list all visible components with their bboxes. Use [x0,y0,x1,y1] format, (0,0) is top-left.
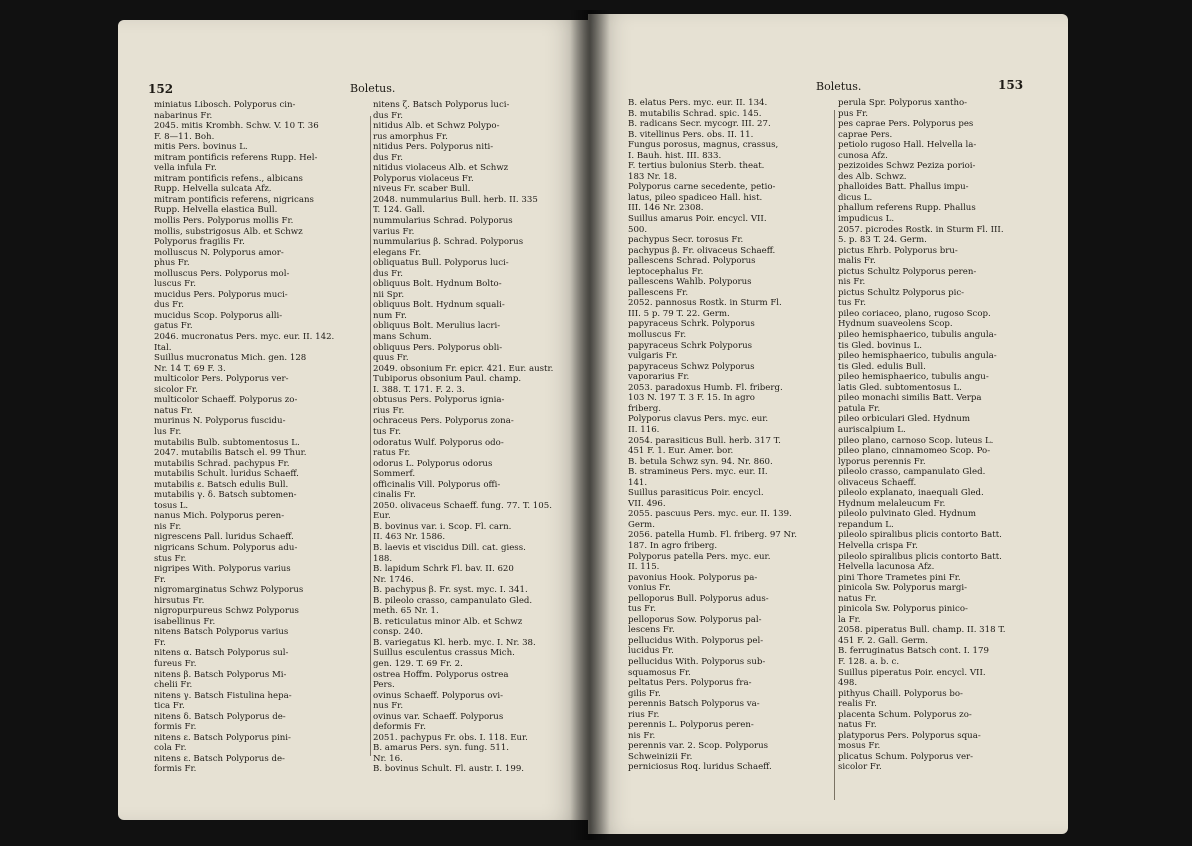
index-line: tus Fr. [373,426,401,437]
index-line: mollis, substrigosus Alb. et Schwz [154,226,303,237]
index-line: rus amorphus Fr. [373,131,448,142]
index-line: 2058. piperatus Bull. champ. II. 318 T. [838,625,1006,636]
index-line: gen. 129. T. 69 Fr. 2. [373,658,463,669]
index-line: nitens β. Batsch Polyporus Mi- [154,669,287,680]
index-line: papyraceus Schwz Polyporus [628,361,755,372]
index-line: nitidus Alb. et Schwz Polypo- [373,121,500,132]
index-line: plicatus Schum. Polyporus ver- [838,751,974,762]
index-line: gatus Fr. [154,321,193,332]
index-line: 2047. mutabilis Batsch el. 99 Thur. [154,448,307,459]
index-line: B. ferruginatus Batsch cont. I. 179 [838,646,989,657]
index-line: natus Fr. [154,405,193,416]
index-line: nitens ζ. Batsch Polyporus luci- [373,100,510,110]
index-line: nigricans Schum. Polyporus adu- [154,542,298,553]
index-line: pileo hemisphaerico, tubulis angula- [838,351,997,362]
index-line: pictus Schultz Polyporus pic- [838,287,965,298]
index-line: Nr. 16. [373,753,403,764]
index-line: phus Fr. [154,258,190,269]
index-line: B. stramineus Pers. myc. eur. II. [628,467,768,478]
index-line: pavonius Hook. Polyporus pa- [628,572,758,583]
index-line: Fr. [154,637,166,648]
index-line: pus Fr. [838,108,869,119]
index-line: B. reticulatus minor Alb. et Schwz [373,616,523,627]
index-line: sicolor Fr. [154,384,198,395]
index-line: mucidus Pers. Polyporus muci- [154,289,288,300]
index-line: officinalis Vill. Polyporus offi- [373,479,501,490]
index-line: Hydnum suaveolens Scop. [838,319,953,330]
index-line: tis Gled. edulis Bull. [838,361,926,372]
index-line: pileolo spiralibus plicis contorto Batt. [838,551,1002,562]
index-line: patula Fr. [838,403,881,414]
index-line: multicolor Pers. Polyporus ver- [154,374,289,385]
index-line: Pers. [373,680,395,691]
index-line: B. radicans Secr. mycogr. III. 27. [628,119,771,130]
index-line: nigropurpureus Schwz Polyporus [154,606,299,617]
index-line: B. mutabilis Schrad. spic. 145. [628,108,762,119]
index-line: 2051. pachypus Fr. obs. I. 118. Eur. [373,732,528,743]
index-line: dus Fr. [373,110,404,121]
index-line: platyporus Pers. Polyporus squa- [838,730,981,741]
index-line: dus Fr. [373,152,404,163]
index-line: nitidus violaceus Alb. et Schwz [373,163,509,174]
index-line: num Fr. [373,310,407,321]
index-line: Suillus piperatus Poir. encycl. VII. [838,667,986,678]
index-line: pileo monachi similis Batt. Verpa [838,393,982,404]
index-line: obliquus Bolt. Hydnum Bolto- [373,279,502,290]
index-line: nummularius β. Schrad. Polyporus [373,237,524,248]
index-line: 451 F. 1. Eur. Amer. bor. [628,446,734,457]
index-line: dus Fr. [373,268,404,279]
index-line: Helvella lacunosa Afz. [838,562,935,573]
index-line: obtusus Pers. Polyporus ignia- [373,395,505,406]
index-line: pileolo spiralibus plicis contorto Batt. [838,530,1002,541]
index-line: mitram pontificis refens., albicans [154,173,303,184]
index-line: odorus L. Polyporus odorus [373,458,493,469]
left-page-number: 152 [148,82,174,96]
index-line: 103 N. 197 T. 3 F. 15. In agro [628,393,755,404]
index-line: pileo plano, carnoso Scop. luteus L. [838,435,994,446]
index-line: deformis Fr. [373,722,426,733]
index-line: pachypus Secr. torosus Fr. [628,235,744,246]
index-line: consp. 240. [373,627,424,638]
left-page [118,20,588,820]
index-line: mosus Fr. [838,741,881,752]
index-line: Fungus porosus, magnus, crassus, [628,140,779,151]
index-line: B. pileolo crasso, campanulato Gled. [373,595,533,606]
index-line: ovinus Schaeff. Polyporus ovi- [373,690,504,701]
index-line: repandum L. [838,519,894,530]
right-running-head: Boletus. [816,80,862,93]
index-line: natus Fr. [838,593,877,604]
index-line: nitens γ. Batsch Fistulina hepa- [154,690,292,701]
index-line: tus Fr. [628,604,656,615]
index-line: murinus N. Polyporus fuscidu- [154,416,286,427]
index-line: perennis var. 2. Scop. Polyporus [628,741,769,752]
index-line: 2048. nummularius Bull. herb. II. 335 [373,194,538,205]
index-line: odoratus Wulf. Polyporus odo- [373,437,504,448]
index-line: mitram pontificis referens, nigricans [154,194,314,205]
index-line: mitram pontificis referens Rupp. Hel- [154,152,318,163]
index-line: Polyporus clavus Pers. myc. eur. [628,414,769,425]
index-line: 2056. patella Humb. Fl. friberg. 97 Nr. [628,530,797,541]
index-line: elegans Fr. [373,247,422,258]
index-line: pelloporus Bull. Polyporus adus- [628,593,769,604]
index-line: stus Fr. [154,553,187,564]
index-line: II. 463 Nr. 1586. [373,532,446,543]
index-line: pictus Schultz Polyporus peren- [838,266,977,277]
index-line: cola Fr. [154,743,187,754]
index-line: nis Fr. [838,277,866,288]
index-line: B. betula Schwz syn. 94. Nr. 860. [628,456,773,467]
index-line: formis Fr. [154,764,197,775]
index-line: Hydnum melaleucum Fr. [838,498,946,509]
index-line: B. elatus Pers. myc. eur. II. 134. [628,98,768,108]
index-line: nus Fr. [373,701,404,712]
index-line: Eur. [373,511,391,522]
index-line: nanus Mich. Polyporus peren- [154,511,285,522]
index-line: pelloporus Sow. Polyporus pal- [628,614,762,625]
index-line: impudicus L. [838,214,895,225]
index-line: 2050. olivaceus Schaeff. fung. 77. T. 105. [373,500,552,511]
index-line: B. amarus Pers. syn. fung. 511. [373,743,510,754]
index-line: Sommerf. [373,469,416,480]
index-line: molluscus Pers. Polyporus mol- [154,268,290,279]
index-line: ochraceus Pers. Polyporus zona- [373,416,514,427]
index-line: B. laevis et viscidus Dill. cat. giess. [373,542,526,553]
index-line: phalloides Batt. Phallus impu- [838,182,969,193]
index-line: cunosa Afz. [838,150,888,161]
index-line: VII. 496. [628,498,666,509]
index-line: obliquus Bolt. Hydnum squali- [373,300,505,311]
index-line: 187. In agro friberg. [628,540,718,551]
index-line: pileo hemisphaerico, tubulis angula- [838,330,997,341]
index-line: pileo hemisphaerico, tubulis angu- [838,372,989,383]
index-line: Suillus parasiticus Poir. encycl. [628,488,764,499]
book-spine [570,10,610,840]
index-line: cinalis Fr. [373,490,416,501]
index-line: Polyporus patella Pers. myc. eur. [628,551,771,562]
index-line: B. vitellinus Pers. obs. II. 11. [628,129,754,140]
index-line: Fr. [154,574,166,585]
index-line: dicus L. [838,192,873,203]
left-column-1 [154,100,369,775]
index-line: mucidus Scop. Polyporus alli- [154,310,283,321]
index-line: leptocephalus Fr. [628,266,704,277]
index-line: pileolo pulvinato Gled. Hydnum [838,509,977,520]
index-line: sicolor Fr. [838,762,882,773]
index-line: hirsutus Fr. [154,595,205,606]
index-line: tica Fr. [154,701,185,712]
index-line: papyraceus Schrk. Polyporus [628,319,755,330]
index-line: ratus Fr. [373,448,411,459]
index-line: 183 Nr. 18. [628,171,677,182]
index-line: pithyus Chaill. Polyporus bo- [838,688,963,699]
index-line: lus Fr. [154,426,182,437]
right-column-1 [628,98,833,773]
index-line: luscus Fr. [154,279,197,290]
index-line: nigrescens Pall. luridus Schaeff. [154,532,294,543]
index-line: nis Fr. [628,730,656,741]
index-line: Polyporus violaceus Fr. [373,173,474,184]
index-line: formis Fr. [154,722,197,733]
index-line: 498. [838,678,858,689]
index-line: perennis Batsch Polyporus va- [628,699,760,710]
index-line: natus Fr. [838,720,877,731]
index-line: gilis Fr. [628,688,661,699]
index-line: pellucidus With. Polyporus pel- [628,635,764,646]
index-line: 2045. mitis Krombh. Schw. V. 10 T. 36 [154,121,319,132]
index-line: B. bovinus Schult. Fl. austr. I. 199. [373,764,525,775]
index-line: ovinus var. Schaeff. Polyporus [373,711,504,722]
index-line: mans Schum. [373,332,432,343]
index-line: rius Fr. [373,405,405,416]
left-column-2 [373,100,588,775]
index-line: 2053. paradoxus Humb. Fl. friberg. [628,382,783,393]
index-line: nitens δ. Batsch Polyporus de- [154,711,286,722]
index-line: tus Fr. [838,298,866,309]
index-line: isabellinus Fr. [154,616,216,627]
index-line: nii Spr. [373,289,405,300]
index-line: multicolor Schaeff. Polyporus zo- [154,395,298,406]
index-line: 2054. parasiticus Bull. herb. 317 T. [628,435,781,446]
index-line: niveus Fr. scaber Bull. [373,184,471,195]
index-line: latis Gled. subtomentosus L. [838,382,962,393]
index-line: mutabilis Schrad. pachypus Fr. [154,458,290,469]
index-line: III. 5 p. 79 T. 22. Germ. [628,308,730,319]
index-line: Suillus amarus Poir. encycl. VII. [628,214,767,225]
index-line: Rupp. Helvella sulcata Afz. [154,184,272,195]
index-line: fureus Fr. [154,658,197,669]
index-line: 500. [628,224,648,235]
index-line: lescens Fr. [628,625,675,636]
index-line: petiolo rugoso Hall. Helvella la- [838,140,977,151]
index-line: B. lapidum Schrk Fl. bav. II. 620 [373,564,514,575]
index-line: lucidus Fr. [628,646,674,657]
index-line: nitens α. Batsch Polyporus sul- [154,648,289,659]
index-line: III. 146 Nr. 2308. [628,203,704,214]
index-line: mutabilis Schult. luridus Schaeff. [154,469,299,480]
index-line: 188. [373,553,393,564]
index-line: mutabilis γ. δ. Batsch subtomen- [154,490,297,501]
index-line: nis Fr. [154,521,182,532]
index-line: nitens Batsch Polyporus varius [154,627,289,638]
index-line: vulgaris Fr. [628,351,678,362]
index-line: pileo orbiculari Gled. Hydnum [838,414,971,425]
index-line: pachypus β. Fr. olivaceus Schaeff. [628,245,776,256]
index-line: placenta Schum. Polyporus zo- [838,709,972,720]
index-line: 2052. pannosus Rostk. in Sturm Fl. [628,298,782,309]
index-line: mutabilis Bulb. subtomentosus L. [154,437,300,448]
index-line: 2049. obsonium Fr. epicr. 421. Eur. austr. [373,363,554,374]
index-line: molluscus Fr. [628,330,687,341]
index-line: nigromarginatus Schwz Polyporus [154,585,304,596]
index-line: Germ. [628,519,655,530]
index-line: chelii Fr. [154,680,193,691]
index-line: nummularius Schrad. Polyporus [373,216,513,227]
index-line: I. Bauh. hist. III. 833. [628,150,722,161]
index-line: pallescens Fr. [628,287,689,298]
index-line: Tubiporus obsonium Paul. champ. [373,374,522,385]
right-page [588,14,1068,834]
index-line: pileo coriaceo, plano, rugoso Scop. [838,308,991,319]
index-line: auriscalpium L. [838,424,906,435]
index-line: meth. 65 Nr. 1. [373,606,439,617]
index-line: B. bovinus var. i. Scop. Fl. carn. [373,521,512,532]
index-line: dus Fr. [154,300,185,311]
index-line: I. 388. T. 171. F. 2. 3. [373,384,465,395]
index-line: mitis Pers. bovinus L. [154,142,248,153]
index-line: Polyporus carne secedente, petio- [628,182,776,193]
index-line: B. pachypus β. Fr. syst. myc. I. 341. [373,585,528,596]
index-line: des Alb. Schwz. [838,171,907,182]
index-line: pinicola Sw. Polyporus pinico- [838,604,968,615]
index-line: pini Thore Trametes pini Fr. [838,572,961,583]
index-line: squamosus Fr. [628,667,691,678]
index-line: nitens ε. Batsch Polyporus pini- [154,732,291,743]
index-line: II. 115. [628,562,660,573]
right-column-2 [838,98,1043,773]
index-line: pallescens Wahlb. Polyporus [628,277,752,288]
index-line: nigripes With. Polyporus varius [154,564,291,575]
column-rule-left [370,116,371,756]
index-line: nabarinus Fr. [154,110,213,121]
index-line: ostrea Hoffm. Polyporus ostrea [373,669,509,680]
index-line: Suillus mucronatus Mich. gen. 128 [154,353,307,364]
index-line: F. tertius bulonius Sterb. theat. [628,161,765,172]
index-line: Rupp. Helvella elastica Bull. [154,205,278,216]
index-line: friberg. [628,403,661,414]
index-line: vaporarius Fr. [628,372,690,383]
index-line: lyporus perennis Fr. [838,456,926,467]
index-line: peltatus Pers. Polyporus fra- [628,678,752,689]
index-line: perula Spr. Polyporus xantho- [838,98,968,108]
index-line: obliquus Bolt. Merulius lacri- [373,321,501,332]
index-line: pictus Ehrb. Polyporus bru- [838,245,958,256]
index-line: 141. [628,477,648,488]
right-page-number: 153 [998,78,1024,92]
index-line: Ital. [154,342,172,353]
index-line: 5. p. 83 T. 24. Germ. [838,235,927,246]
index-line: vella infula Fr. [154,163,217,174]
index-line: pileolo crasso, campanulato Gled. [838,467,986,478]
index-line: pileo plano, cinnamomeo Scop. Po- [838,446,991,457]
index-line: Helvella crispa Fr. [838,540,918,551]
index-line: rius Fr. [628,709,660,720]
column-rule-right [834,110,835,800]
index-line: B. variegatus Kl. herb. myc. I. Nr. 38. [373,637,536,648]
index-line: perennis L. Polyporus peren- [628,720,754,731]
index-line: T. 124. Gall. [373,205,426,216]
index-line: 451 F. 2. Gall. Germ. [838,635,929,646]
index-line: olivaceus Schaeff. [838,477,917,488]
index-line: II. 116. [628,424,660,435]
index-line: papyraceus Schrk Polyporus [628,340,753,351]
index-line: nitidus Pers. Polyporus niti- [373,142,494,153]
index-line: Schweinizii Fr. [628,751,693,762]
index-line: molluscus N. Polyporus amor- [154,247,284,258]
index-line: pellucidus With. Polyporus sub- [628,656,766,667]
index-line: 2055. pascuus Pers. myc. eur. II. 139. [628,509,792,520]
index-line: 2057. picrodes Rostk. in Sturm Fl. III. [838,224,1004,235]
index-line: la Fr. [838,614,861,625]
index-line: pes caprae Pers. Polyporus pes [838,119,974,130]
index-line: realis Fr. [838,699,877,710]
index-line: pinicola Sw. Polyporus margi- [838,583,968,594]
index-line: tis Gled. bovinus L. [838,340,922,351]
index-line: varius Fr. [373,226,415,237]
index-line: pezizoides Schwz Peziza porioi- [838,161,976,172]
index-line: Nr. 14 T. 69 F. 3. [154,363,226,374]
index-line: mutabilis ε. Batsch edulis Bull. [154,479,289,490]
index-line: obliquus Pers. Polyporus obli- [373,342,503,353]
index-line: malis Fr. [838,256,876,267]
index-line: mollis Pers. Polyporus mollis Fr. [154,216,294,227]
index-line: 2046. mucronatus Pers. myc. eur. II. 142. [154,332,335,343]
index-line: Nr. 1746. [373,574,414,585]
index-line: caprae Pers. [838,129,893,140]
left-running-head: Boletus. [350,82,396,95]
index-line: latus, pileo spadiceo Hall. hist. [628,192,763,203]
index-line: Suillus esculentus crassus Mich. [373,648,515,659]
index-line: obliquatus Bull. Polyporus luci- [373,258,509,269]
index-line: miniatus Libosch. Polyporus cin- [154,100,296,110]
index-line: quus Fr. [373,353,409,364]
index-line: pileolo explanato, inaequali Gled. [838,488,984,499]
index-line: tosus L. [154,500,189,511]
index-line: phallum referens Rupp. Phallus [838,203,976,214]
index-line: F. 128. a. b. c. [838,656,900,667]
index-line: vonius Fr. [628,583,671,594]
index-line: pallescens Schrad. Polyporus [628,256,756,267]
index-line: Polyporus fragilis Fr. [154,237,245,248]
index-line: perniciosus Roq. luridus Schaeff. [628,762,772,773]
index-line: nitens ε. Batsch Polyporus de- [154,753,285,764]
index-line: F. 8—11. Boh. [154,131,215,142]
